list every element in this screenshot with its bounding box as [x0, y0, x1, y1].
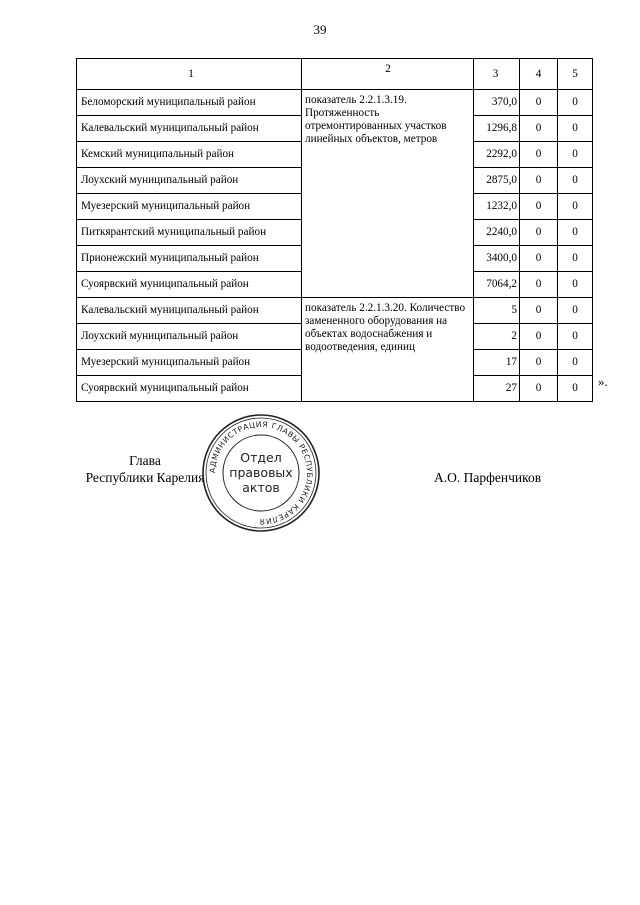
- stamp-ring-text: АДМИНИСТРАЦИЯ ГЛАВЫ РЕСПУБЛИКИ КАРЕЛИЯ: [207, 419, 315, 527]
- district-cell: Муезерский муниципальный район: [77, 194, 302, 220]
- value-cell-5: 0: [558, 324, 593, 350]
- value-cell-3: 2875,0: [474, 168, 520, 194]
- district-cell: Кемский муниципальный район: [77, 142, 302, 168]
- district-cell: Суоярвский муниципальный район: [77, 376, 302, 402]
- value-cell-4: 0: [520, 142, 558, 168]
- district-cell: Калевальский муниципальный район: [77, 116, 302, 142]
- stamp-center-line-3: актов: [242, 480, 280, 495]
- header-col-5: 5: [558, 59, 593, 90]
- signature-title-line-1: Глава: [129, 453, 161, 468]
- value-cell-4: 0: [520, 90, 558, 116]
- district-cell: Питкярантский муниципальный район: [77, 220, 302, 246]
- signature-title-line-2: Республики Карелия: [85, 470, 205, 485]
- value-cell-5: 0: [558, 90, 593, 116]
- district-cell: Муезерский муниципальный район: [77, 350, 302, 376]
- table-header-row: [77, 59, 593, 90]
- value-cell-5: 0: [558, 272, 593, 298]
- value-cell-3: 2: [474, 324, 520, 350]
- value-cell-5: 0: [558, 220, 593, 246]
- stamp-center-line-1: Отдел: [240, 450, 282, 465]
- value-cell-5: 0: [558, 116, 593, 142]
- value-cell-3: 1232,0: [474, 194, 520, 220]
- header-col-1: 1: [77, 59, 302, 90]
- value-cell-5: 0: [558, 142, 593, 168]
- table-row: [77, 90, 593, 116]
- value-cell-5: 0: [558, 376, 593, 402]
- district-cell: Прионежский муниципальный район: [77, 246, 302, 272]
- value-cell-4: 0: [520, 272, 558, 298]
- value-cell-3: 27: [474, 376, 520, 402]
- value-cell-3: 17: [474, 350, 520, 376]
- value-cell-4: 0: [520, 116, 558, 142]
- header-col-3: 3: [474, 59, 520, 90]
- indicator-cell: показатель 2.2.1.3.19. Протяженность отремонтированных участков линейных объектов, метров: [302, 90, 474, 298]
- value-cell-4: 0: [520, 246, 558, 272]
- value-cell-4: 0: [520, 298, 558, 324]
- value-cell-5: 0: [558, 194, 593, 220]
- table-row: [77, 298, 593, 324]
- value-cell-5: 0: [558, 246, 593, 272]
- data-table: [76, 58, 593, 402]
- signature-title: [76, 452, 214, 486]
- value-cell-4: 0: [520, 220, 558, 246]
- page-number: 39: [313, 22, 327, 37]
- header-col-4: 4: [520, 59, 558, 90]
- value-cell-5: 0: [558, 350, 593, 376]
- district-cell: Лоухский муниципальный район: [77, 324, 302, 350]
- data-table-body: [77, 59, 593, 402]
- district-cell: Лоухский муниципальный район: [77, 168, 302, 194]
- district-cell: Беломорский муниципальный район: [77, 90, 302, 116]
- district-cell: Калевальский муниципальный район: [77, 298, 302, 324]
- value-cell-3: 2240,0: [474, 220, 520, 246]
- value-cell-4: 0: [520, 324, 558, 350]
- value-cell-4: 0: [520, 350, 558, 376]
- header-col-2: 2: [302, 59, 474, 90]
- value-cell-3: 7064,2: [474, 272, 520, 298]
- value-cell-4: 0: [520, 168, 558, 194]
- value-cell-3: 5: [474, 298, 520, 324]
- stamp-center-line-2: правовых: [229, 465, 293, 480]
- value-cell-4: 0: [520, 376, 558, 402]
- value-cell-4: 0: [520, 194, 558, 220]
- indicator-cell: показатель 2.2.1.3.20. Количество замененного оборудования на объектах водоснабжения и водоотведения, единиц: [302, 298, 474, 402]
- official-stamp: [200, 412, 322, 534]
- signature-name: А.О. Парфенчиков: [434, 470, 542, 485]
- value-cell-3: 3400,0: [474, 246, 520, 272]
- closing-quote: ».: [598, 374, 608, 389]
- district-cell: Суоярвский муниципальный район: [77, 272, 302, 298]
- value-cell-5: 0: [558, 298, 593, 324]
- value-cell-3: 370,0: [474, 90, 520, 116]
- value-cell-3: 2292,0: [474, 142, 520, 168]
- value-cell-3: 1296,8: [474, 116, 520, 142]
- value-cell-5: 0: [558, 168, 593, 194]
